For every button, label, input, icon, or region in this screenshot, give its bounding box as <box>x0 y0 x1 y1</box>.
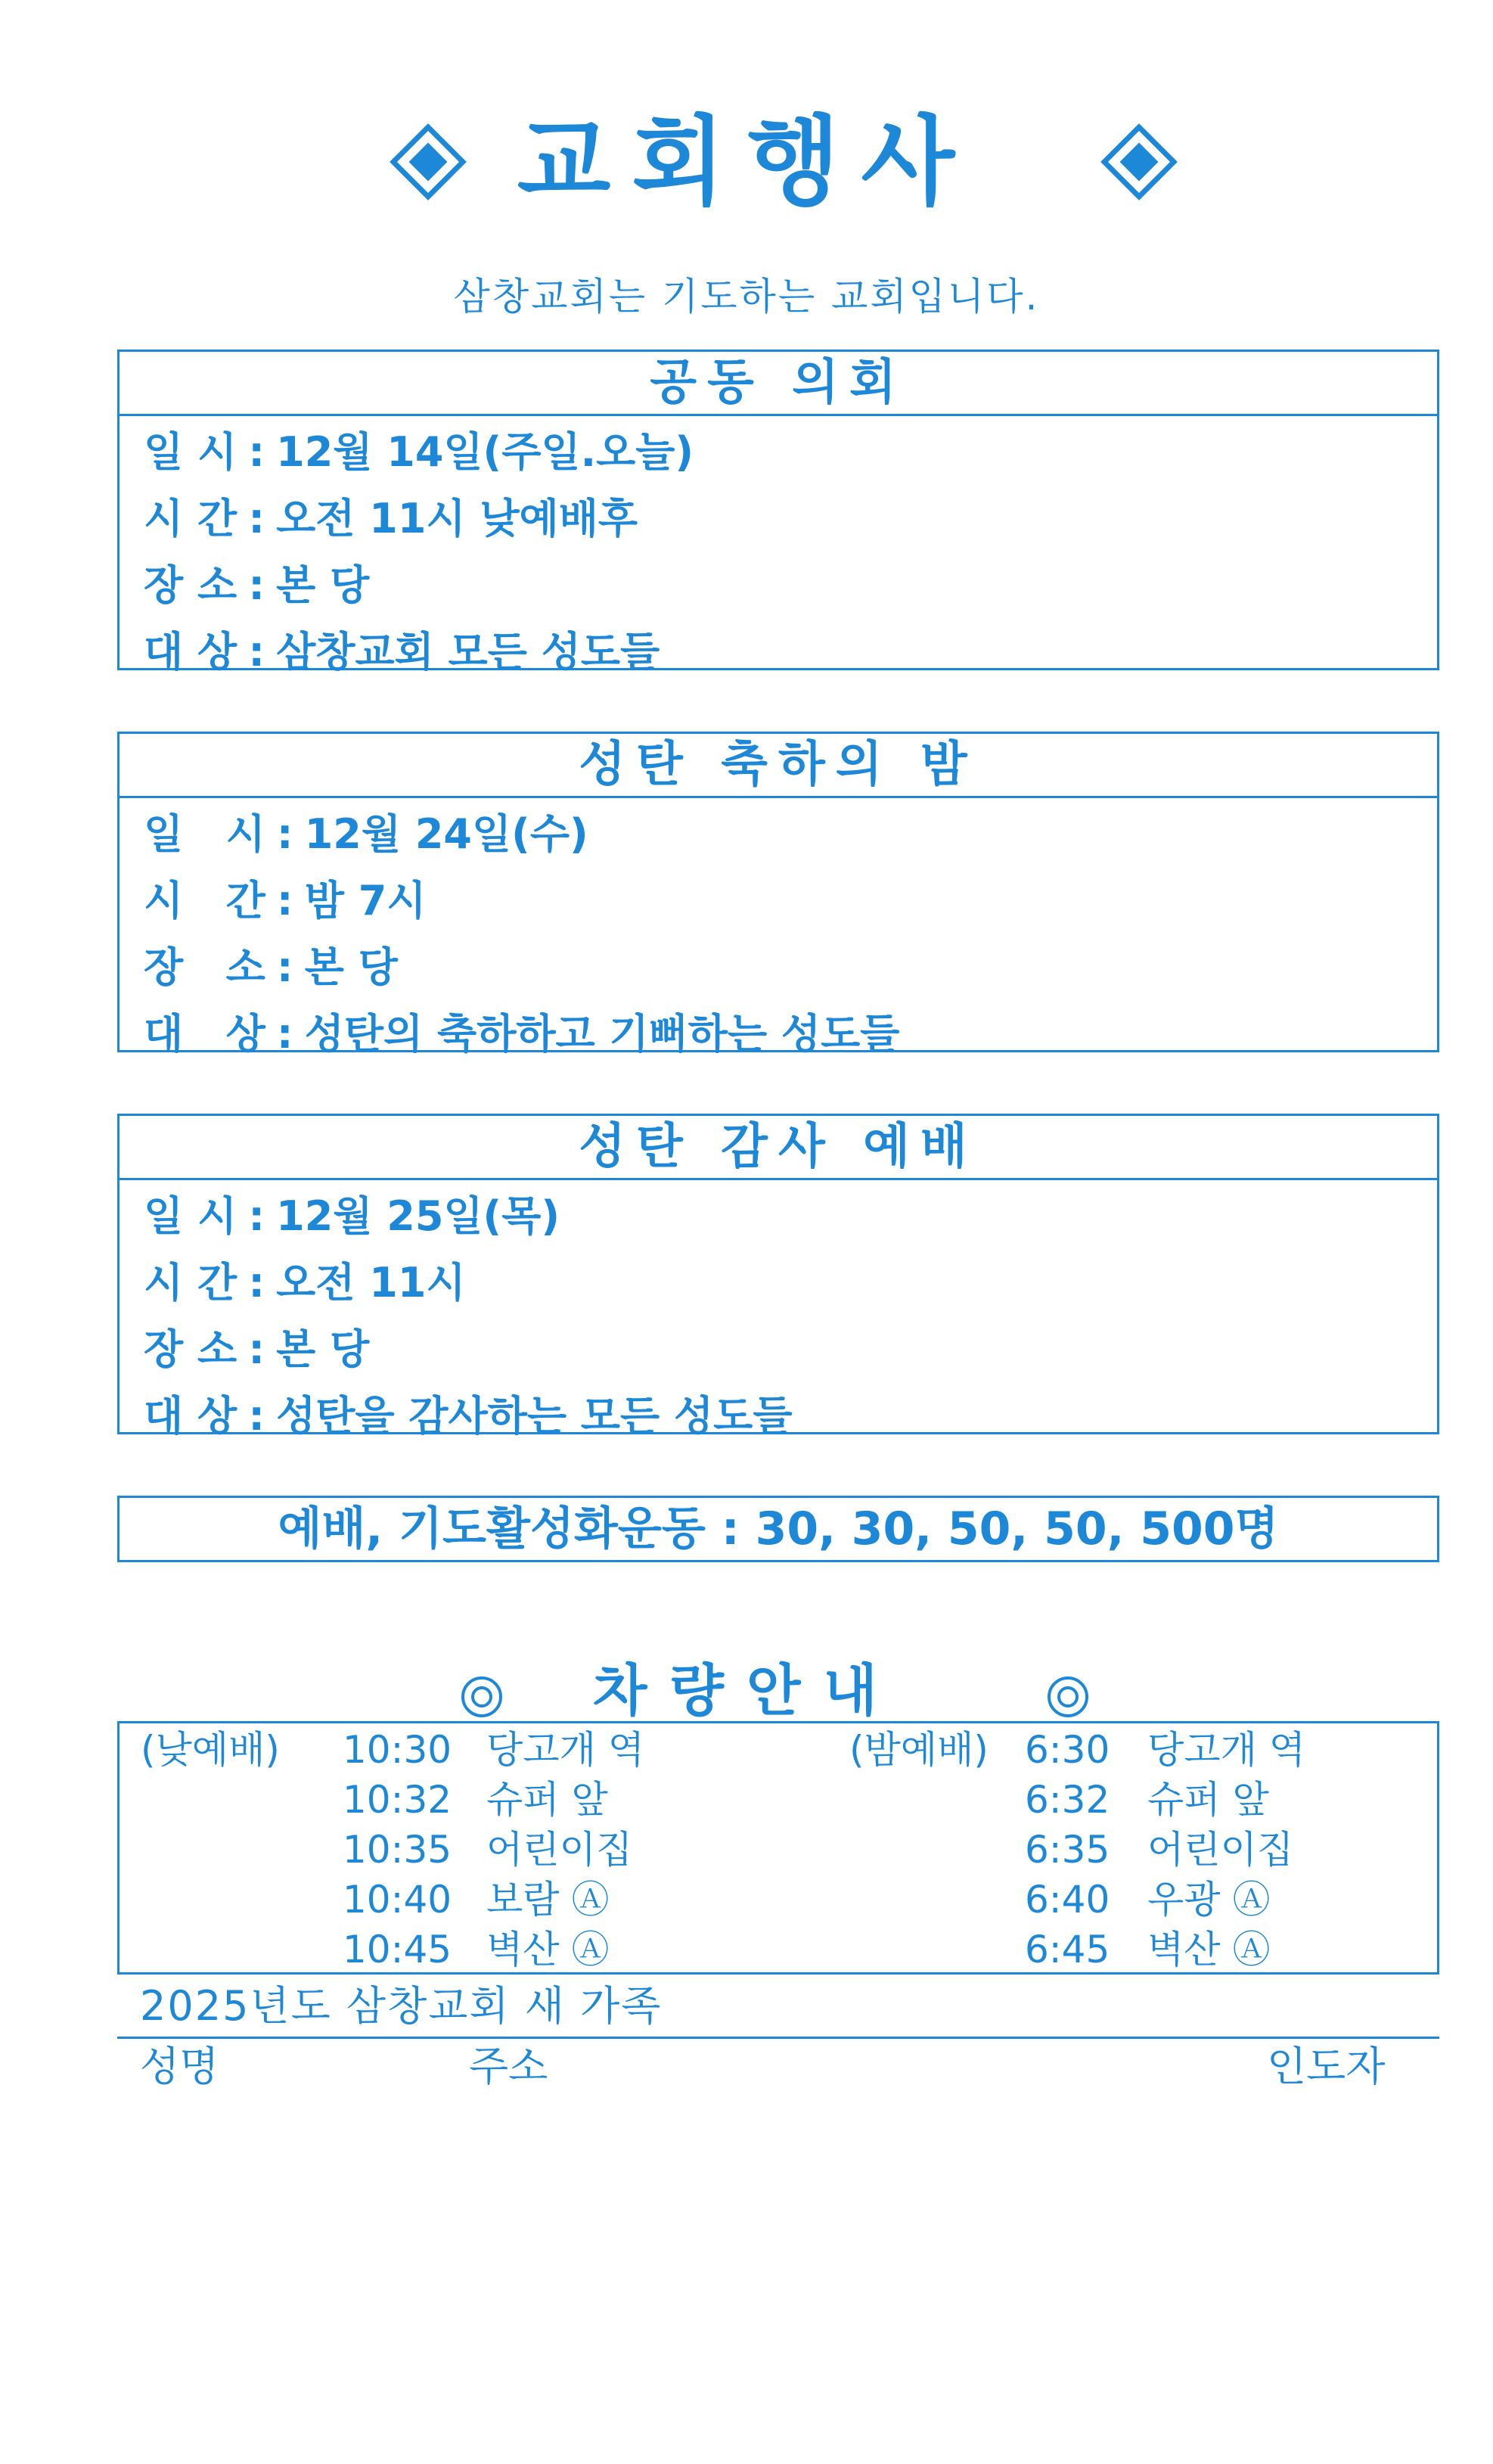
day-stop-row <box>343 1725 796 1775</box>
stop-time: 6:45 <box>1025 1928 1110 1972</box>
row-value: 12월 24일(수) <box>304 810 588 858</box>
event-title: 성탄 축하의 밤 <box>120 734 1437 798</box>
event-box-general-assembly <box>117 350 1439 676</box>
day-stop-row <box>343 1875 796 1925</box>
row-label: 장 소 <box>144 561 237 609</box>
row-label: 일 시 <box>144 1192 237 1240</box>
bus-guide-header <box>0 1649 1493 1732</box>
row-label: 장 소 <box>144 943 265 991</box>
night-stop-row <box>1025 1875 1418 1925</box>
event-title: 공동 의회 <box>120 352 1437 416</box>
stop-place: 어린이집 <box>486 1828 633 1872</box>
event-title: 성탄 감사 예배 <box>120 1116 1437 1180</box>
stop-time: 6:32 <box>1025 1778 1110 1822</box>
stop-place: 당고개 역 <box>1147 1728 1306 1772</box>
stop-place: 슈퍼 앞 <box>1147 1778 1269 1822</box>
row-label: 장 소 <box>144 1325 237 1373</box>
row-label: 시 간 <box>144 495 237 542</box>
stop-time: 10:40 <box>343 1878 452 1922</box>
stop-place: 당고개 역 <box>486 1728 645 1772</box>
row-label: 일 시 <box>144 810 265 858</box>
night-stop-row <box>1025 1925 1418 1975</box>
row-value: 삼창교회 모든 성도들 <box>276 628 660 676</box>
event-row-place: 장 소 : 본 당 <box>144 934 1437 1001</box>
stop-time: 10:32 <box>343 1778 452 1822</box>
row-value: 12월 25일(목) <box>276 1192 560 1240</box>
stop-time: 10:45 <box>343 1928 452 1972</box>
stop-place: 슈퍼 앞 <box>486 1778 608 1822</box>
row-label: 시 간 <box>144 877 265 924</box>
row-label: 일 시 <box>144 428 237 476</box>
event-row-date: 일 시 : 12월 14일(주일.오늘) <box>144 419 1437 486</box>
row-label: 대 상 <box>144 1392 237 1440</box>
row-value: 성탄의 축하하고 기뻐하는 성도들 <box>304 1010 900 1058</box>
stop-place: 벽산 Ⓐ <box>1147 1928 1271 1972</box>
row-value: 본 당 <box>276 561 370 609</box>
column-guide: 인도자 <box>1267 2043 1386 2090</box>
event-row-time: 시 간 : 밤 7시 <box>144 868 1437 934</box>
event-row-target: 대 상 : 삼창교회 모든 성도들 <box>144 619 1437 685</box>
event-row-target: 대 상 : 성탄의 축하하고 기뻐하는 성도들 <box>144 1001 1437 1067</box>
column-name: 성명 <box>140 2043 219 2090</box>
event-row-place: 장 소 : 본 당 <box>144 552 1437 619</box>
event-row-target: 대 상 : 성탄을 감사하는 모든 성도들 <box>144 1383 1437 1450</box>
event-row-date: 일 시 : 12월 24일(수) <box>144 801 1437 868</box>
stop-time: 6:40 <box>1025 1878 1110 1922</box>
row-label: 시 간 <box>144 1259 237 1307</box>
event-box-christmas-service <box>117 1114 1439 1440</box>
stop-time: 6:30 <box>1025 1728 1110 1772</box>
event-box-christmas-eve <box>117 732 1439 1058</box>
bus-guide-title: 차량안내 <box>593 1658 900 1723</box>
night-stop-row <box>1025 1825 1418 1875</box>
row-value: 밤 7시 <box>304 877 427 924</box>
stop-time: 10:30 <box>343 1728 452 1772</box>
stop-time: 6:35 <box>1025 1828 1110 1872</box>
new-family-divider <box>117 2037 1439 2039</box>
bullseye-right-icon <box>1048 1676 1088 1717</box>
stop-place: 우광 Ⓐ <box>1147 1878 1271 1922</box>
stop-place: 벽산 Ⓐ <box>486 1928 610 1972</box>
bus-schedule-box <box>117 1721 1439 1975</box>
day-service-label: (낮예배) <box>141 1728 280 1772</box>
row-label: 대 상 <box>144 628 237 676</box>
page-title: 교회행사 <box>517 106 976 219</box>
row-value: 12월 14일(주일.오늘) <box>276 428 694 476</box>
column-address: 주소 <box>469 2043 548 2090</box>
row-value: 본 당 <box>304 943 398 991</box>
stop-time: 10:35 <box>343 1828 452 1872</box>
day-stop-row <box>343 1825 796 1875</box>
night-service-label: (밤예배) <box>849 1728 989 1772</box>
night-stop-row <box>1025 1725 1418 1775</box>
row-label: 대 상 <box>144 1010 265 1058</box>
event-row-time: 시 간 : 오전 11시 <box>144 1250 1437 1316</box>
stop-place: 어린이집 <box>1147 1828 1294 1872</box>
title-row <box>0 98 1493 235</box>
row-value: 본 당 <box>276 1325 370 1373</box>
new-family-title: 2025년도 삼창교회 새 가족 <box>140 1982 663 2030</box>
event-row-place: 장 소 : 본 당 <box>144 1316 1437 1383</box>
night-stop-row <box>1025 1775 1418 1825</box>
stop-place: 보람 Ⓐ <box>486 1878 610 1922</box>
prayer-campaign-banner: 예배, 기도활성화운동 : 30, 30, 50, 50, 500명 <box>117 1496 1439 1562</box>
page-subtitle: 삼창교회는 기도하는 교회입니다. <box>453 275 1040 318</box>
event-row-date: 일 시 : 12월 25일(목) <box>144 1183 1437 1250</box>
event-row-time: 시 간 : 오전 11시 낮예배후 <box>144 486 1437 552</box>
row-value: 성탄을 감사하는 모든 성도들 <box>276 1392 793 1440</box>
row-value: 오전 11시 낮예배후 <box>276 495 638 542</box>
day-stop-row <box>343 1925 796 1975</box>
day-stop-row <box>343 1775 796 1825</box>
row-value: 오전 11시 <box>276 1259 466 1307</box>
